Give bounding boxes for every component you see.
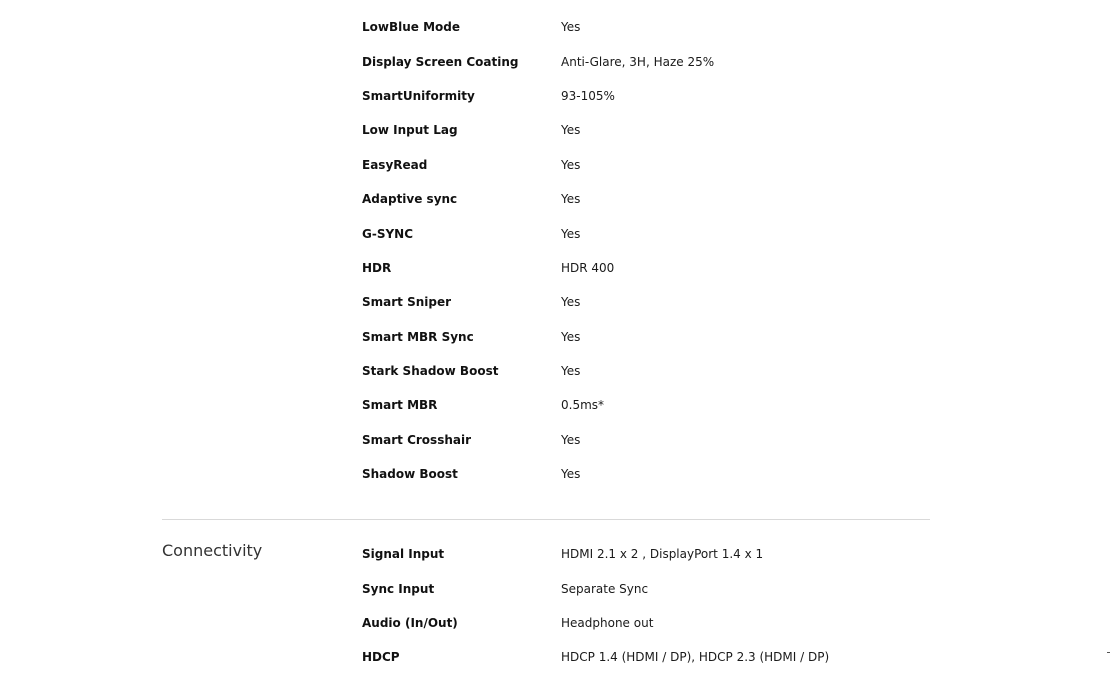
spec-value: Yes (561, 227, 581, 241)
spec-row-smart-crosshair (0, 430, 1110, 450)
spec-row-audio-in-out (0, 613, 1110, 633)
spec-label: Signal Input (362, 547, 445, 561)
spec-value: Yes (561, 467, 581, 481)
spec-value: Yes (561, 20, 581, 34)
section-title-connectivity: Connectivity (162, 541, 263, 560)
spec-value: Yes (561, 158, 581, 172)
spec-label: HDCP (362, 650, 400, 664)
spec-value: Yes (561, 295, 581, 309)
spec-row-smart-mbr (0, 395, 1110, 415)
spec-label: Smart MBR Sync (362, 330, 474, 344)
spec-value: Yes (561, 433, 581, 447)
spec-label: Sync Input (362, 582, 435, 596)
spec-label: Stark Shadow Boost (362, 364, 499, 378)
spec-row-stark-shadow-boost (0, 361, 1110, 381)
spec-value: HDCP 1.4 (HDMI / DP), HDCP 2.3 (HDMI / DP) (561, 650, 830, 664)
spec-label: HDR (362, 261, 392, 275)
spec-label: Smart MBR (362, 398, 438, 412)
spec-label: Smart Sniper (362, 295, 452, 309)
spec-row-hdcp (0, 647, 1110, 667)
spec-label: SmartUniformity (362, 89, 475, 103)
spec-value: Headphone out (561, 616, 654, 630)
spec-value: Yes (561, 192, 581, 206)
spec-value: Anti-Glare, 3H, Haze 25% (561, 55, 715, 69)
section-divider (162, 519, 930, 520)
spec-label: Audio (In/Out) (362, 616, 458, 630)
spec-row-g-sync (0, 224, 1110, 244)
spec-row-shadow-boost (0, 464, 1110, 484)
spec-row-smart-mbr-sync (0, 327, 1110, 347)
spec-value: HDMI 2.1 x 2 , DisplayPort 1.4 x 1 (561, 547, 764, 561)
spec-row-lowblue-mode (0, 17, 1110, 37)
spec-label: LowBlue Mode (362, 20, 461, 34)
spec-label: Adaptive sync (362, 192, 458, 206)
spec-value: Separate Sync (561, 582, 649, 596)
spec-row-low-input-lag (0, 120, 1110, 140)
spec-label: Display Screen Coating (362, 55, 519, 69)
spec-row-smartuniformity (0, 86, 1110, 106)
spec-value: Yes (561, 364, 581, 378)
spec-row-easyread (0, 155, 1110, 175)
spec-row-smart-sniper (0, 292, 1110, 312)
spec-value: HDR 400 (561, 261, 615, 275)
spec-value: Yes (561, 330, 581, 344)
spec-row-adaptive-sync (0, 189, 1110, 209)
spec-value: 93-105% (561, 89, 615, 103)
spec-row-sync-input (0, 579, 1110, 599)
spec-label: Shadow Boost (362, 467, 458, 481)
spec-label: Low Input Lag (362, 123, 458, 137)
spec-label: EasyRead (362, 158, 428, 172)
spec-label: G-SYNC (362, 227, 414, 241)
spec-value: Yes (561, 123, 581, 137)
spec-label: Smart Crosshair (362, 433, 472, 447)
spec-value: 0.5ms* (561, 398, 605, 412)
spec-row-hdr (0, 258, 1110, 278)
spec-row-display-screen-coating (0, 52, 1110, 72)
spec-row-signal-input (0, 544, 1110, 564)
